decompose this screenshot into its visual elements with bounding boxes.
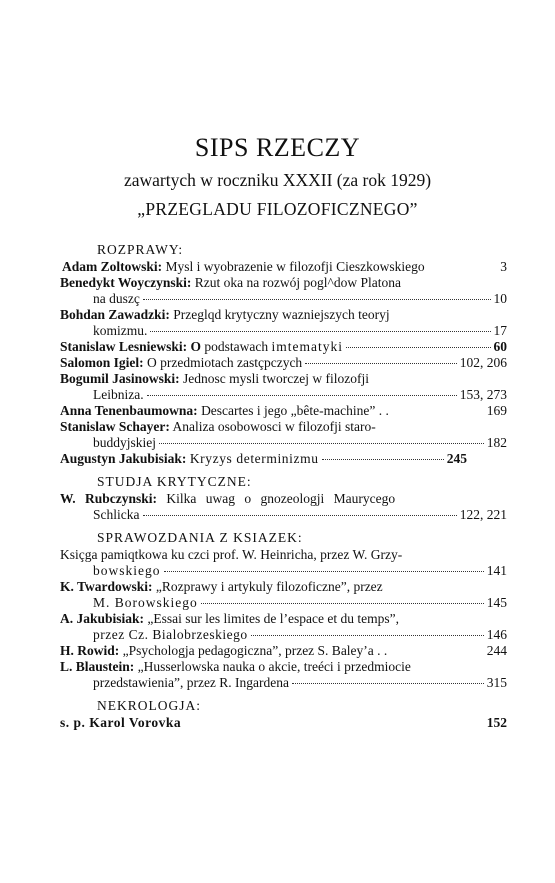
entry-page: 152 — [486, 715, 507, 730]
entry-page: 244 — [486, 643, 507, 658]
entry-author: Bogumil Jasinowski: — [60, 371, 180, 386]
entry-title: „Essai sur les limites de l’espace et du temps”, — [147, 611, 399, 626]
entry-page: 60 — [493, 339, 507, 354]
entry-author: Augustyn Jakubisiak: — [60, 451, 187, 466]
entry-title-cont: bowskiego — [93, 563, 161, 578]
entry-page: 145 — [486, 595, 507, 610]
entry-title: Mysl i wyobrazenie w filozofji Cieszkowskiego — [165, 259, 425, 274]
toc-entry — [62, 259, 507, 275]
toc-entry — [60, 275, 507, 291]
toc-entry — [60, 371, 507, 387]
entry-author: K. Twardowski: — [60, 579, 153, 594]
toc-entry — [60, 659, 507, 675]
entry-page: 3 — [500, 259, 507, 274]
entry-title: Ksiçga pamiqtkowa ku czci prof. W. Heinricha, przez W. Grzy- — [60, 547, 403, 562]
entry-author: Salomon Igiel: — [60, 355, 144, 370]
entry-title: Descartes i jego „bête-machine” . . — [201, 403, 389, 418]
toc-entry — [60, 611, 507, 627]
entry-title: Analiza osobowosci w filozofji staro- — [172, 419, 376, 434]
toc-entry — [60, 491, 507, 507]
table-of-contents — [60, 242, 507, 731]
toc-entry-continuation — [60, 291, 507, 307]
toc-entry-continuation — [60, 507, 507, 523]
entry-title: „Husserlowska nauka o akcie, treéci i przedmiocie — [137, 659, 411, 674]
entry-title: s. p. Karol Vorovka — [60, 715, 182, 730]
entry-title: Rzut oka na rozwój pogl^dow Platona — [194, 275, 401, 290]
entry-title: podstawach — [204, 339, 269, 354]
toc-entry — [60, 403, 507, 419]
page-title: SIPS RZECZY — [194, 133, 361, 162]
entry-author: Benedykt Woyczynski: — [60, 275, 192, 290]
entry-title: O przedmiotach zastçpczych — [147, 355, 303, 370]
toc-entry-continuation — [60, 627, 507, 643]
entry-title: Przeglqd krytyczny wazniejszych teoryj — [173, 307, 390, 322]
toc-entry — [60, 715, 507, 731]
entry-title: Jednosc mysli tworczej w filozofji — [183, 371, 369, 386]
entry-author: A. Jakubisiak: — [60, 611, 145, 626]
toc-entry — [60, 355, 507, 371]
entry-author: Bohdan Zawadzki: — [60, 307, 170, 322]
entry-title: Kilka uwag o gnozeologji Maurycego — [166, 491, 396, 506]
page-subtitle-volume: zawartych w roczniku XXXII (za rok 1929) — [123, 170, 432, 190]
entry-author: W. Rubczynski: — [60, 491, 158, 506]
toc-entry-continuation — [60, 435, 507, 451]
entry-title-cont: przez Cz. Bialobrzeskiego — [93, 627, 248, 642]
toc-entry-continuation — [60, 675, 507, 691]
entry-author: Anna Tenenbaumowna: — [60, 403, 198, 418]
entry-page: 153, 273 — [459, 387, 507, 402]
toc-entry — [60, 339, 507, 355]
toc-entry — [60, 579, 507, 595]
page-subtitle-journal: „PRZEGLADU FILOZOFICZNEGO” — [137, 199, 418, 219]
toc-entry — [60, 451, 507, 467]
entry-title: „Rozprawy i artykuly filozoficzne”, przez — [155, 579, 383, 594]
toc-entry — [60, 643, 507, 659]
section-heading-sprawozdania: SPRAWOZDANIA Z KSIAZEK: — [97, 530, 303, 545]
section-heading-studja: STUDJA KRYTYCZNE: — [97, 474, 252, 489]
entry-page: 17 — [493, 323, 507, 338]
toc-entry-continuation — [60, 563, 507, 579]
entry-title-cont: Schlicka — [93, 507, 140, 522]
entry-page: 245 — [446, 451, 467, 466]
section-heading-rozprawy: ROZPRAWY: — [97, 242, 184, 257]
entry-author: H. Rowid: — [60, 643, 120, 658]
entry-page: 10 — [493, 291, 507, 306]
entry-title-cont: przedstawienia”, przez R. Ingardena — [93, 675, 290, 690]
entry-author: Stanislaw Schayer: — [60, 419, 170, 434]
entry-page: 141 — [486, 563, 507, 578]
entry-author: L. Blaustein: — [60, 659, 135, 674]
toc-entry-continuation — [60, 595, 507, 611]
toc-entry-continuation — [60, 323, 507, 339]
entry-title-cont: M. Borowskiego — [93, 595, 198, 610]
entry-title-cont: Leibniza. — [93, 387, 144, 402]
toc-entry-continuation — [60, 387, 507, 403]
entry-title: Kryzys determinizmu — [189, 451, 319, 466]
entry-page: 182 — [486, 435, 507, 450]
entry-title: „Psychologja pedagogiczna”, przez S. Baley’a . . — [122, 643, 388, 658]
entry-title-cont: komizmu. — [93, 323, 148, 338]
toc-entry — [60, 419, 507, 435]
entry-title-cont: na duszç — [93, 291, 140, 306]
entry-page: 146 — [486, 627, 507, 642]
toc-entry — [60, 547, 507, 563]
entry-author: Adam Zoltowski: — [62, 259, 163, 274]
entry-page: 169 — [486, 403, 507, 418]
toc-entry — [60, 307, 507, 323]
entry-author: Stanislaw Lesniewski: O — [60, 339, 202, 354]
entry-page: 102, 206 — [459, 355, 507, 370]
entry-page: 315 — [486, 675, 507, 690]
section-heading-nekrologja: NEKROLOGJA: — [97, 698, 201, 713]
entry-title-part: imtematyki — [271, 339, 344, 354]
entry-title-cont: buddyjskiej — [93, 435, 156, 450]
entry-page: 122, 221 — [459, 507, 507, 522]
